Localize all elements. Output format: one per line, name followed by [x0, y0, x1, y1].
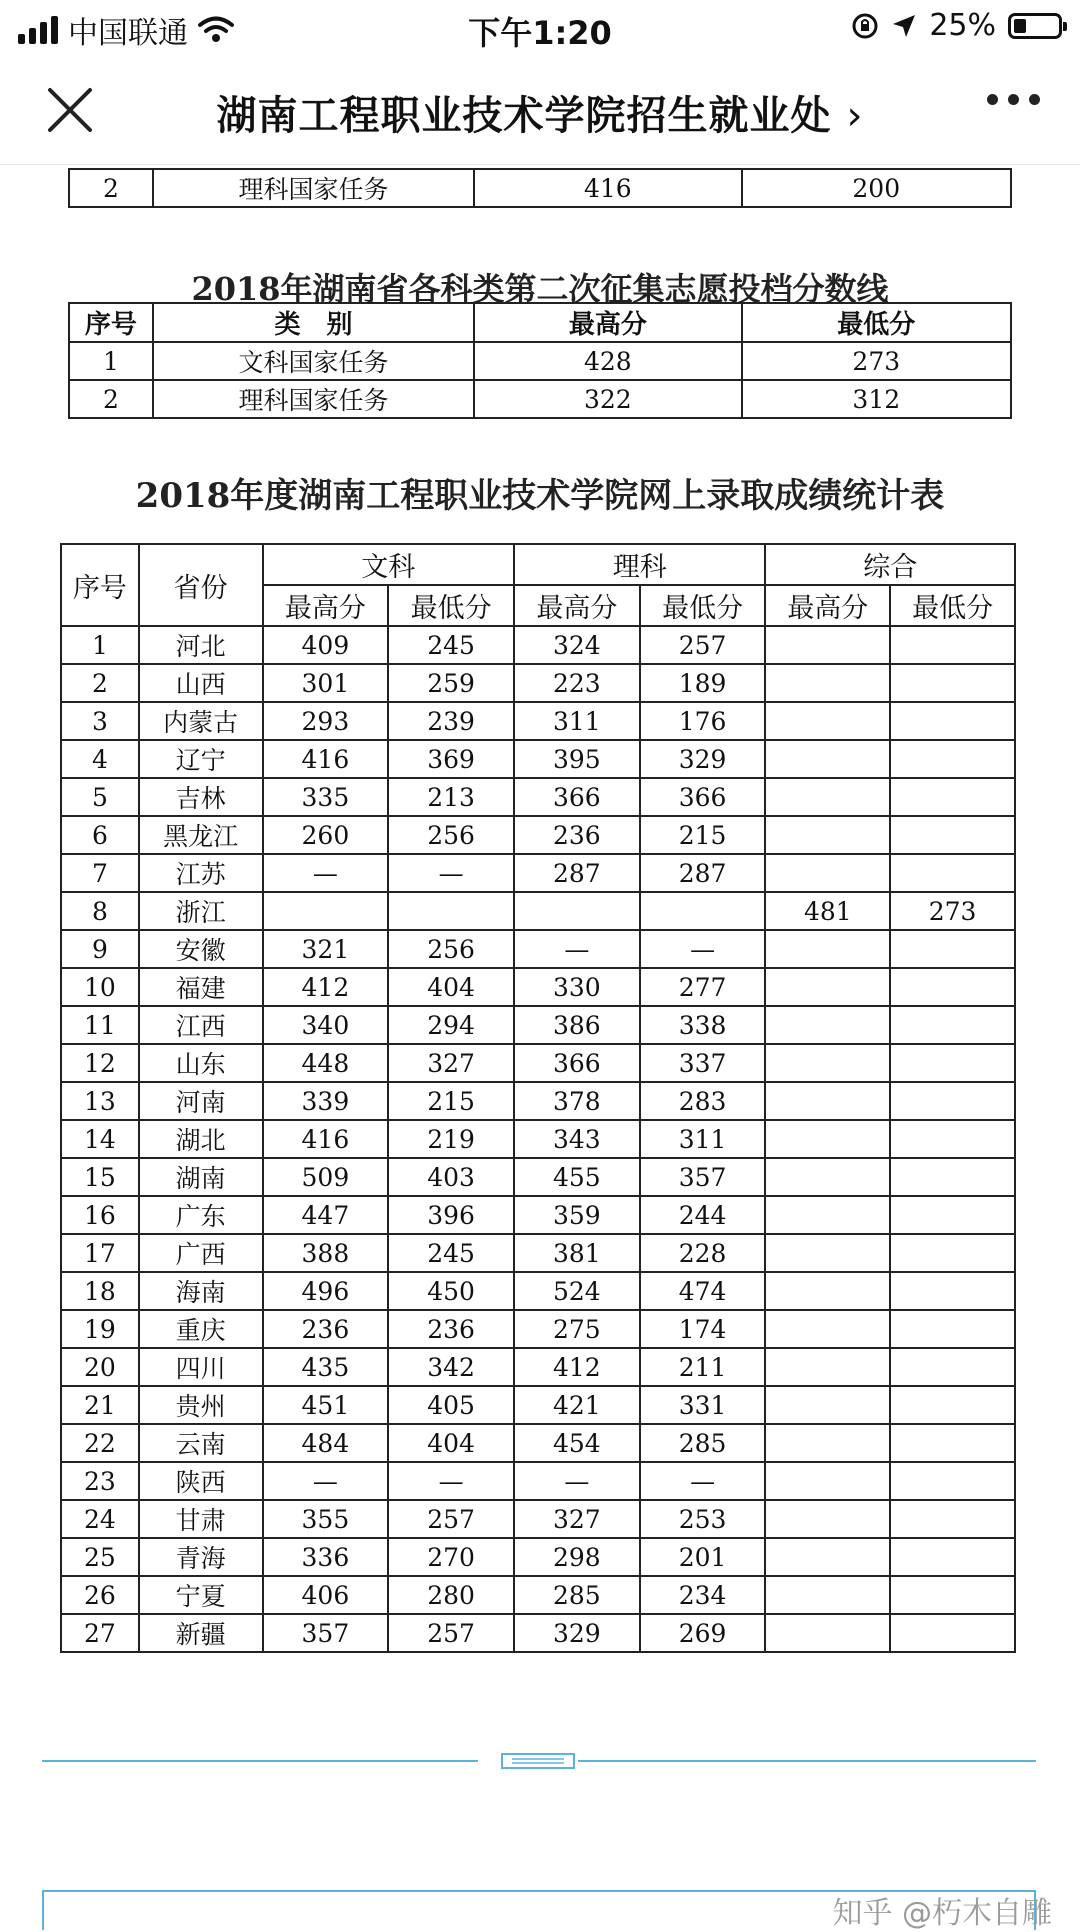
table-cell: 吉林: [139, 778, 263, 816]
table2: [68, 302, 1012, 419]
table-cell: 17: [61, 1234, 139, 1272]
table-cell: 海南: [139, 1272, 263, 1310]
table-cell: 25: [61, 1538, 139, 1576]
table2-title: 2018年湖南省各科类第二次征集志愿投档分数线: [191, 270, 889, 308]
page-title[interactable]: [150, 84, 930, 141]
table-row: [69, 342, 1011, 380]
table3: [60, 543, 1016, 1653]
table-cell: 山东: [139, 1044, 263, 1082]
status-time: 下午1:20: [468, 14, 612, 52]
table-cell: 447: [263, 1196, 389, 1234]
table-row: [61, 968, 1015, 1006]
table-cell: [765, 1500, 890, 1538]
rotation-lock-icon: [851, 12, 879, 40]
table-cell: [890, 1082, 1015, 1120]
table-row: [61, 1348, 1015, 1386]
header-category: 类 别: [153, 303, 474, 342]
table-cell: [765, 930, 890, 968]
table-cell: 357: [263, 1614, 389, 1652]
table-cell: 416: [263, 740, 389, 778]
table-cell: 23: [61, 1462, 139, 1500]
table-cell: 340: [263, 1006, 389, 1044]
table-row: [61, 778, 1015, 816]
table-row: [61, 1424, 1015, 1462]
cell-max: 416: [474, 169, 741, 207]
table-cell: 253: [640, 1500, 766, 1538]
table-cell: 黑龙江: [139, 816, 263, 854]
table-cell: 河北: [139, 626, 263, 664]
table-cell: 409: [263, 626, 389, 664]
more-options-icon[interactable]: [987, 94, 1040, 105]
table-cell: 22: [61, 1424, 139, 1462]
table-cell: 山西: [139, 664, 263, 702]
table-cell: [765, 778, 890, 816]
table-row: [61, 626, 1015, 664]
table-cell: [765, 702, 890, 740]
table-cell: 10: [61, 968, 139, 1006]
table-cell: 228: [640, 1234, 766, 1272]
table-cell: [765, 1424, 890, 1462]
watermark: 知乎 @朽木自雕: [832, 1896, 1052, 1931]
table-cell: 257: [640, 626, 766, 664]
header-like: 理科: [514, 544, 765, 585]
cell-min: 200: [742, 169, 1011, 207]
table-cell: 245: [388, 1234, 514, 1272]
table-cell: [890, 1538, 1015, 1576]
cell: 1: [69, 342, 153, 380]
table-cell: 四川: [139, 1348, 263, 1386]
table-cell: 223: [514, 664, 640, 702]
nav-bar: [0, 56, 1080, 165]
table-partial: [68, 168, 1012, 208]
table-cell: 484: [263, 1424, 389, 1462]
table-cell: 甘肃: [139, 1500, 263, 1538]
table-cell: 11: [61, 1006, 139, 1044]
table-cell: [890, 740, 1015, 778]
table-cell: [388, 892, 514, 930]
table-cell: 355: [263, 1500, 389, 1538]
divider-left: [42, 1760, 478, 1762]
table-cell: 湖北: [139, 1120, 263, 1158]
table-cell: 386: [514, 1006, 640, 1044]
table-cell: 内蒙古: [139, 702, 263, 740]
table-cell: 213: [388, 778, 514, 816]
table-cell: —: [640, 930, 766, 968]
table-cell: [765, 1386, 890, 1424]
table-cell: 16: [61, 1196, 139, 1234]
chevron-right-icon: ›: [846, 93, 864, 139]
table-cell: 256: [388, 930, 514, 968]
table-cell: 366: [514, 1044, 640, 1082]
table-cell: [890, 930, 1015, 968]
table-cell: 269: [640, 1614, 766, 1652]
table-cell: 339: [263, 1082, 389, 1120]
table-cell: 26: [61, 1576, 139, 1614]
table-cell: 广东: [139, 1196, 263, 1234]
table-row: [61, 1196, 1015, 1234]
table-cell: 18: [61, 1272, 139, 1310]
table-cell: 辽宁: [139, 740, 263, 778]
cell: 理科国家任务: [153, 380, 474, 418]
table-row: [61, 1538, 1015, 1576]
table-cell: 357: [640, 1158, 766, 1196]
table-cell: [890, 1044, 1015, 1082]
table-cell: 285: [640, 1424, 766, 1462]
table-cell: [765, 1082, 890, 1120]
table-cell: 234: [640, 1576, 766, 1614]
table-cell: 403: [388, 1158, 514, 1196]
table-cell: 259: [388, 664, 514, 702]
header-no: 序号: [69, 303, 153, 342]
table-cell: 青海: [139, 1538, 263, 1576]
table-cell: 406: [263, 1576, 389, 1614]
header-max: 最高分: [514, 585, 640, 626]
table-cell: 245: [388, 626, 514, 664]
table-cell: [890, 1272, 1015, 1310]
table-cell: 331: [640, 1386, 766, 1424]
table-cell: 366: [640, 778, 766, 816]
table-cell: 201: [640, 1538, 766, 1576]
table-cell: 宁夏: [139, 1576, 263, 1614]
table-cell: 396: [388, 1196, 514, 1234]
table-cell: [765, 1348, 890, 1386]
table-cell: [890, 702, 1015, 740]
table-cell: [765, 1272, 890, 1310]
table-cell: —: [514, 1462, 640, 1500]
table-cell: 294: [388, 1006, 514, 1044]
table-cell: 421: [514, 1386, 640, 1424]
table-row: [61, 1082, 1015, 1120]
table-cell: [890, 1196, 1015, 1234]
table-cell: —: [514, 930, 640, 968]
table-cell: 9: [61, 930, 139, 968]
table-cell: [765, 1120, 890, 1158]
table-cell: 335: [263, 778, 389, 816]
table-row: [61, 854, 1015, 892]
table-cell: 327: [388, 1044, 514, 1082]
table-row: [61, 1006, 1015, 1044]
table-row: [61, 1310, 1015, 1348]
table-cell: 416: [263, 1120, 389, 1158]
table-cell: [890, 626, 1015, 664]
table-cell: [890, 1348, 1015, 1386]
table-cell: 404: [388, 968, 514, 1006]
table-row: [61, 1462, 1015, 1500]
table-cell: [765, 1576, 890, 1614]
table-cell: 509: [263, 1158, 389, 1196]
table-cell: 江西: [139, 1006, 263, 1044]
table-cell: [765, 1158, 890, 1196]
table-row: [61, 1158, 1015, 1196]
table-cell: [890, 1500, 1015, 1538]
table-cell: 257: [388, 1500, 514, 1538]
table-cell: 215: [388, 1082, 514, 1120]
table-cell: 329: [514, 1614, 640, 1652]
table-cell: 298: [514, 1538, 640, 1576]
header-max: 最高分: [765, 585, 890, 626]
table-cell: [890, 1424, 1015, 1462]
table-cell: 412: [514, 1348, 640, 1386]
table-cell: 283: [640, 1082, 766, 1120]
table-cell: 337: [640, 1044, 766, 1082]
cell: 428: [474, 342, 741, 380]
table-row: [61, 816, 1015, 854]
table-cell: [890, 854, 1015, 892]
table-cell: [765, 816, 890, 854]
table-cell: —: [263, 854, 389, 892]
table-cell: [890, 968, 1015, 1006]
table-row: [61, 1234, 1015, 1272]
status-right: [851, 8, 1062, 43]
table-cell: [890, 1576, 1015, 1614]
table-cell: 454: [514, 1424, 640, 1462]
table-cell: 338: [640, 1006, 766, 1044]
table-row: [61, 1614, 1015, 1652]
table-cell: 20: [61, 1348, 139, 1386]
table-cell: [890, 1614, 1015, 1652]
table-cell: 256: [388, 816, 514, 854]
table-cell: 江苏: [139, 854, 263, 892]
table-header-row: [61, 544, 1015, 585]
table-cell: 21: [61, 1386, 139, 1424]
table-cell: 福建: [139, 968, 263, 1006]
table-cell: 336: [263, 1538, 389, 1576]
table-cell: [765, 664, 890, 702]
table-cell: 8: [61, 892, 139, 930]
table-cell: [765, 1044, 890, 1082]
table-cell: 287: [514, 854, 640, 892]
header-min: 最低分: [388, 585, 514, 626]
header-min: 最低分: [742, 303, 1011, 342]
table-row: [61, 1120, 1015, 1158]
table-cell: —: [640, 1462, 766, 1500]
table-header-row: [69, 303, 1011, 342]
table-cell: 陕西: [139, 1462, 263, 1500]
table-cell: [890, 1120, 1015, 1158]
table-cell: 481: [765, 892, 890, 930]
table-cell: 12: [61, 1044, 139, 1082]
table-cell: —: [388, 1462, 514, 1500]
table-row: [61, 1272, 1015, 1310]
table-cell: 343: [514, 1120, 640, 1158]
table-cell: [890, 1386, 1015, 1424]
table-cell: [890, 1310, 1015, 1348]
table-cell: 云南: [139, 1424, 263, 1462]
table-cell: 15: [61, 1158, 139, 1196]
table-cell: 174: [640, 1310, 766, 1348]
table-cell: 4: [61, 740, 139, 778]
status-bar: [0, 0, 1080, 56]
table-cell: 新疆: [139, 1614, 263, 1652]
header-min: 最低分: [640, 585, 766, 626]
table-cell: 496: [263, 1272, 389, 1310]
table-cell: 451: [263, 1386, 389, 1424]
table-cell: 6: [61, 816, 139, 854]
table-cell: 311: [514, 702, 640, 740]
table-cell: 189: [640, 664, 766, 702]
table-cell: 450: [388, 1272, 514, 1310]
table-cell: 324: [514, 626, 640, 664]
table-cell: 359: [514, 1196, 640, 1234]
table-cell: 1: [61, 626, 139, 664]
table-cell: [890, 1158, 1015, 1196]
table-cell: 311: [640, 1120, 766, 1158]
header-min: 最低分: [890, 585, 1015, 626]
table-cell: 27: [61, 1614, 139, 1652]
table-cell: [765, 1614, 890, 1652]
close-icon[interactable]: [44, 84, 96, 136]
carrier-label: 中国联通: [68, 16, 188, 51]
table-cell: 2: [61, 664, 139, 702]
table-cell: [765, 1006, 890, 1044]
table-cell: 293: [263, 702, 389, 740]
table-cell: 236: [388, 1310, 514, 1348]
table-cell: 湖南: [139, 1158, 263, 1196]
table-cell: 366: [514, 778, 640, 816]
table-cell: 524: [514, 1272, 640, 1310]
table-row: [61, 892, 1015, 930]
table-cell: 412: [263, 968, 389, 1006]
table-cell: 378: [514, 1082, 640, 1120]
table-cell: [765, 854, 890, 892]
cell-category: 理科国家任务: [153, 169, 474, 207]
table-cell: [765, 1462, 890, 1500]
table-cell: 5: [61, 778, 139, 816]
table-cell: 211: [640, 1348, 766, 1386]
header-max: 最高分: [263, 585, 389, 626]
table-cell: 273: [890, 892, 1015, 930]
table-cell: 330: [514, 968, 640, 1006]
table-cell: —: [263, 1462, 389, 1500]
table-cell: [765, 968, 890, 1006]
divider-ornament-icon: [500, 1752, 576, 1770]
table-cell: 260: [263, 816, 389, 854]
table3-body: [61, 626, 1015, 1652]
table-cell: 176: [640, 702, 766, 740]
cell: 273: [742, 342, 1011, 380]
cell-no: 2: [69, 169, 153, 207]
table-cell: [890, 778, 1015, 816]
table-cell: [263, 892, 389, 930]
table-cell: [765, 1310, 890, 1348]
table-row: [61, 930, 1015, 968]
table-cell: 381: [514, 1234, 640, 1272]
table-cell: —: [388, 854, 514, 892]
table-cell: 安徽: [139, 930, 263, 968]
table-cell: 405: [388, 1386, 514, 1424]
table-cell: 239: [388, 702, 514, 740]
table-cell: 3: [61, 702, 139, 740]
battery-icon: [1008, 13, 1062, 39]
table-cell: 395: [514, 740, 640, 778]
table-cell: 287: [640, 854, 766, 892]
table-cell: 24: [61, 1500, 139, 1538]
cell: 322: [474, 380, 741, 418]
table-cell: 280: [388, 1576, 514, 1614]
cell: 文科国家任务: [153, 342, 474, 380]
table-cell: 301: [263, 664, 389, 702]
table-row: [69, 169, 1011, 207]
table-cell: 277: [640, 968, 766, 1006]
table-cell: [890, 1462, 1015, 1500]
table-cell: 244: [640, 1196, 766, 1234]
table-cell: [640, 892, 766, 930]
table-cell: 215: [640, 816, 766, 854]
header-no: 序号: [61, 544, 139, 626]
table-cell: [890, 1234, 1015, 1272]
table-row: [61, 1044, 1015, 1082]
divider-right: [578, 1760, 1036, 1762]
table-cell: 重庆: [139, 1310, 263, 1348]
table-cell: [765, 1196, 890, 1234]
table-cell: [765, 626, 890, 664]
table-cell: 388: [263, 1234, 389, 1272]
table-cell: 219: [388, 1120, 514, 1158]
table-cell: 329: [640, 740, 766, 778]
table-cell: 435: [263, 1348, 389, 1386]
table-row: [61, 702, 1015, 740]
table-cell: 448: [263, 1044, 389, 1082]
table-cell: 贵州: [139, 1386, 263, 1424]
table-cell: 321: [263, 930, 389, 968]
table-cell: [890, 816, 1015, 854]
table-cell: 14: [61, 1120, 139, 1158]
table-cell: 455: [514, 1158, 640, 1196]
table-cell: 404: [388, 1424, 514, 1462]
table-cell: 河南: [139, 1082, 263, 1120]
page-title-text: 湖南工程职业技术学院招生就业处: [216, 93, 832, 139]
table-cell: 275: [514, 1310, 640, 1348]
table-cell: 广西: [139, 1234, 263, 1272]
header-wenke: 文科: [263, 544, 514, 585]
header-zonghe: 综合: [765, 544, 1015, 585]
table-cell: 342: [388, 1348, 514, 1386]
table-row: [69, 380, 1011, 418]
table-cell: [765, 740, 890, 778]
table-cell: 浙江: [139, 892, 263, 930]
table-cell: 13: [61, 1082, 139, 1120]
table-cell: 474: [640, 1272, 766, 1310]
table-row: [61, 1576, 1015, 1614]
table-cell: [890, 664, 1015, 702]
cell: 312: [742, 380, 1011, 418]
table-cell: 369: [388, 740, 514, 778]
table-row: [61, 664, 1015, 702]
table-cell: 236: [263, 1310, 389, 1348]
location-arrow-icon: [891, 13, 917, 39]
table-cell: 7: [61, 854, 139, 892]
table-cell: 236: [514, 816, 640, 854]
table-cell: 19: [61, 1310, 139, 1348]
table-cell: [765, 1234, 890, 1272]
table-row: [61, 740, 1015, 778]
table3-title: 2018年度湖南工程职业技术学院网上录取成绩统计表: [135, 476, 945, 516]
table-cell: 257: [388, 1614, 514, 1652]
table-cell: 270: [388, 1538, 514, 1576]
table-cell: [765, 1538, 890, 1576]
table-cell: 285: [514, 1576, 640, 1614]
battery-percent: 25%: [929, 8, 996, 43]
header-max: 最高分: [474, 303, 741, 342]
table-cell: 327: [514, 1500, 640, 1538]
header-province: 省份: [139, 544, 263, 626]
table-row: [61, 1386, 1015, 1424]
cell: 2: [69, 380, 153, 418]
table-cell: [890, 1006, 1015, 1044]
table-cell: [514, 892, 640, 930]
table-row: [61, 1500, 1015, 1538]
